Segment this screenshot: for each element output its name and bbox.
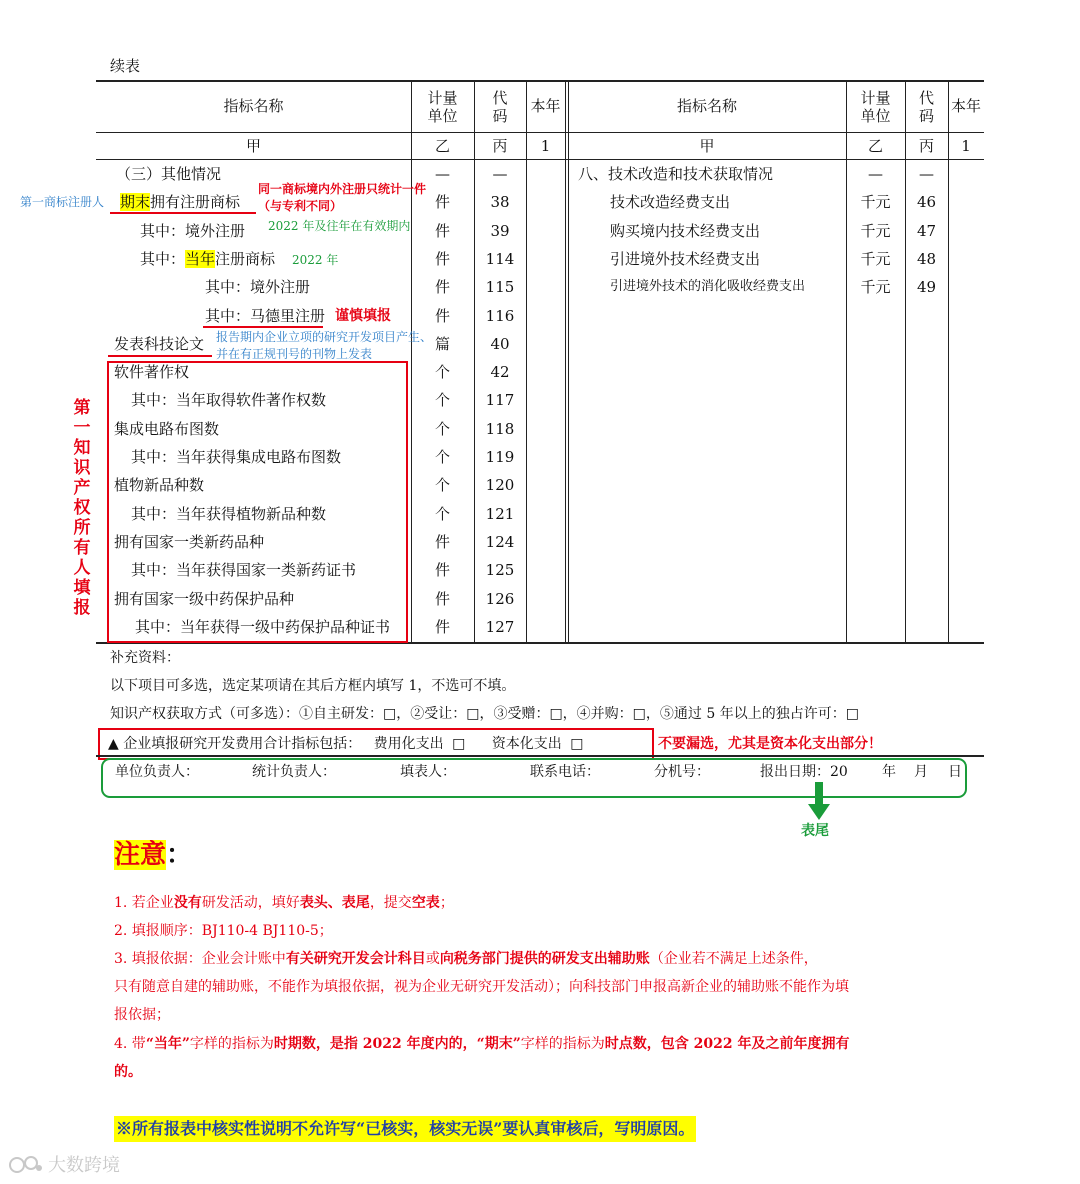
subheader-name-right: 甲 [699, 137, 715, 155]
note-emphasis: 没有 [173, 895, 202, 911]
supplement-title: 补充资料： [110, 650, 180, 666]
header-name-right: 指标名称 [676, 97, 737, 115]
row-name: 八、技术改造和技术获取情况 [578, 165, 774, 183]
annotation-first-trademark: 第一商标注册人 [20, 195, 105, 209]
rd-capital-label: 资本化支出 [491, 736, 562, 752]
footer-unit-head: 单位负责人： [115, 764, 199, 780]
header-name-left: 指标名称 [223, 97, 284, 115]
row-name: 其中：当年获得集成电路布图数 [131, 448, 342, 466]
note-emphasis: “当年” [145, 1036, 190, 1052]
row-unit: 件 [434, 250, 450, 268]
header-unit-left: 单位 [427, 107, 458, 125]
note-emphasis: 向税务部门提供的研发支出辅助账 [439, 951, 650, 967]
note-text: （企业若不满足上述条件， [649, 951, 818, 967]
row-code: 116 [485, 307, 515, 325]
row-name: 引进境外技术的消化吸收经费支出 [610, 279, 806, 294]
row-name: 拥有国家一级中药保护品种 [114, 590, 295, 608]
subheader-unit-left: 乙 [434, 137, 450, 155]
supplement-line: 以下项目可多选，选定某项请在其后方框内填写 1，不选可不填。 [110, 678, 516, 694]
row-name: 其中：当年获得植物新品种数 [131, 505, 327, 523]
note-item-2: 2. 填报顺序：BJ110-4 BJ110-5； [114, 923, 333, 939]
row-code: 114 [485, 250, 515, 268]
note-text: 字样的指标为 [520, 1036, 605, 1052]
note-text: 4. 带 [114, 1036, 146, 1052]
row-name [140, 249, 275, 269]
header-unit-right: 计量 [860, 89, 891, 107]
note-emphasis: 表头、表尾 [299, 895, 370, 911]
row-unit: 千元 [860, 193, 891, 211]
row-unit: 个 [434, 391, 450, 409]
row-name: 集成电路布图数 [114, 420, 220, 438]
note-emphasis: 时点数，包含 2022 年及之前年度拥有 [604, 1036, 850, 1052]
row-code: 127 [485, 618, 515, 636]
header-year-right: 本年 [950, 97, 981, 115]
row-name: 其中：当年获得一级中药保护品种证书 [135, 618, 391, 636]
note-emphasis: “期末” [476, 1036, 521, 1052]
annotation-paper-2: 并在有正规刊号的刊物上发表 [216, 347, 373, 361]
row-name [120, 192, 240, 212]
row-unit: 个 [434, 505, 450, 523]
row-unit: 千元 [860, 278, 891, 296]
row-name: 发表科技论文 [114, 335, 205, 353]
row-code: 125 [485, 561, 515, 579]
note-item-4 [114, 1030, 849, 1058]
row-name: 其中：当年获得国家一类新药证书 [131, 561, 357, 579]
subheader-divider [96, 159, 984, 160]
underline-mark [203, 326, 323, 328]
underline-mark [108, 355, 212, 357]
row-unit: 件 [434, 618, 450, 636]
row-name: 购买境内技术经费支出 [610, 222, 761, 240]
subheader-unit-right: 乙 [867, 137, 883, 155]
note-text: ； [439, 895, 454, 911]
row-unit: 件 [434, 193, 450, 211]
table-caption: 续表 [110, 57, 141, 75]
col-line [568, 80, 569, 642]
header-year-left: 本年 [530, 97, 561, 115]
row-name: 软件著作权 [114, 363, 190, 381]
row-code: 120 [485, 476, 515, 494]
col-line [526, 80, 527, 642]
row-unit: 件 [434, 561, 450, 579]
row-code: 118 [485, 420, 515, 438]
highlight-term: 当年 [185, 250, 216, 268]
note-item-1 [114, 889, 454, 917]
notes-title-text: 注意 [114, 840, 167, 870]
row-name: 技术改造经费支出 [610, 193, 731, 211]
header-divider [96, 132, 984, 133]
ip-acquisition-line: 知识产权获取方式（可多选）：①自主研发：□，②受让：□，③受赠：□，④并购：□，⑤通过 5 年以上的独占许可：□ [110, 706, 859, 722]
row-code: 126 [485, 590, 515, 608]
note-text: ，提交 [369, 895, 412, 911]
footer-stat-head: 统计负责人： [252, 764, 336, 780]
row-name: （三）其他情况 [116, 165, 222, 183]
row-name-text: 注册商标 [215, 250, 276, 268]
row-name-text: 拥有注册商标 [150, 193, 241, 211]
row-unit: 件 [434, 278, 450, 296]
annotation-valid-period: 2022 年及往年在有效期内 [268, 219, 411, 233]
note-item-4-end: 的。 [114, 1064, 142, 1080]
row-name: 植物新品种数 [114, 476, 205, 494]
note-emphasis: 空表 [411, 895, 440, 911]
row-unit: 件 [434, 222, 450, 240]
notes-title-colon: ： [166, 840, 193, 870]
footer-month: 月 [914, 764, 928, 780]
rd-expense-checkbox[interactable]: □ [452, 736, 466, 752]
row-code: — [919, 165, 934, 183]
rd-expense-label: 费用化支出 [373, 736, 444, 752]
header-unit-left: 计量 [427, 89, 458, 107]
underline-mark [110, 212, 256, 214]
row-unit: 千元 [860, 250, 891, 268]
note-text: 研发活动，填好 [201, 895, 300, 911]
annotation-same-trademark: 同一商标境内外注册只统计一件 [258, 182, 427, 196]
row-code: 115 [485, 278, 515, 296]
annotation-paper: 报告期内企业立项的研究开发项目产生、 [216, 330, 433, 344]
row-unit: 个 [434, 476, 450, 494]
annotation-footer-label: 表尾 [801, 823, 829, 839]
note-text: 或 [425, 951, 440, 967]
annotation-first-ip-owner: 第一知识产权所有人填报 [73, 398, 91, 618]
subheader-code-left: 丙 [492, 137, 508, 155]
subheader-code-right: 丙 [918, 137, 934, 155]
annotation-same-trademark-note: （与专利不同） [258, 199, 343, 213]
note-text: 3. 填报依据：企业会计账中 [114, 951, 286, 967]
ip-owner-box [107, 361, 408, 643]
row-code: 48 [916, 250, 937, 268]
annotation-careful: 谨慎填报 [335, 308, 391, 324]
header-code-left: 代 [492, 89, 508, 107]
footer-day: 日 [948, 764, 962, 780]
row-code: — [492, 165, 508, 183]
row-name-prefix: 其中： [140, 250, 186, 268]
subheader-year-right: 1 [961, 137, 971, 155]
header-code-right: 码 [918, 107, 934, 125]
col-line [565, 80, 566, 642]
footer-date: 报出日期：20 [760, 764, 848, 780]
row-unit: 件 [434, 307, 450, 325]
rd-expense-line [108, 734, 584, 754]
row-name: 拥有国家一类新药品种 [114, 533, 265, 551]
row-unit: — [868, 165, 883, 183]
subheader-name-left: 甲 [245, 137, 261, 155]
header-unit-right: 单位 [860, 107, 891, 125]
rd-prefix: ▲ 企业填报研究开发费用合计指标包括： [108, 736, 362, 752]
note-emphasis: 有关研究开发会计科目 [285, 951, 426, 967]
row-code: 40 [490, 335, 510, 353]
note-text: 字样的指标为 [189, 1036, 274, 1052]
note-item-3-end: 报依据； [114, 1007, 170, 1023]
note-item-3-cont: 只有随意自建的辅助账，不能作为填报依据，视为企业无研究开发活动）；向科技部门申报高新企业的辅助账不能作为填 [114, 979, 849, 995]
footer-year: 年 [882, 764, 896, 780]
header-code-right: 代 [918, 89, 934, 107]
row-name: 其中：境外注册 [205, 278, 311, 296]
footer-divider [96, 755, 984, 757]
note-item-3 [114, 945, 818, 973]
header-code-left: 码 [492, 107, 508, 125]
row-unit: — [435, 165, 450, 183]
notes-title [114, 832, 192, 878]
row-code: 47 [916, 222, 937, 240]
table-top-border [96, 80, 984, 82]
row-name: 其中：当年取得软件著作权数 [131, 391, 327, 409]
arrow-down-icon [808, 782, 830, 822]
annotation-year: 2022 年 [292, 253, 339, 267]
row-code: 121 [485, 505, 515, 523]
annotation-dont-miss: 不要漏选，尤其是资本化支出部分！ [658, 736, 882, 752]
row-code: 38 [490, 193, 510, 211]
row-unit: 个 [434, 363, 450, 381]
footer-phone: 联系电话： [530, 764, 600, 780]
col-line [948, 80, 949, 642]
highlight-term: 期末 [120, 193, 151, 211]
row-unit: 个 [434, 420, 450, 438]
subheader-year-left: 1 [540, 137, 551, 155]
footer-filler: 填表人： [400, 764, 456, 780]
row-unit: 件 [434, 590, 450, 608]
watermark-text: 大数跨境 [48, 1155, 120, 1176]
row-code: 124 [485, 533, 515, 551]
row-code: 119 [485, 448, 515, 466]
row-code: 117 [485, 391, 515, 409]
row-code: 49 [916, 278, 937, 296]
row-name: 引进境外技术经费支出 [610, 250, 761, 268]
note-text: 1. 若企业 [114, 895, 174, 911]
row-unit: 千元 [860, 222, 891, 240]
watermark [8, 1150, 120, 1178]
note-emphasis: 时期数，是指 2022 年度内的， [273, 1036, 477, 1052]
row-code: 39 [490, 222, 510, 240]
row-unit: 篇 [434, 335, 450, 353]
footer-ext: 分机号： [654, 764, 710, 780]
row-unit: 个 [434, 448, 450, 466]
row-name: 其中：境外注册 [140, 222, 246, 240]
row-unit: 件 [434, 533, 450, 551]
row-name: 其中：马德里注册 [205, 307, 326, 325]
row-code: 42 [490, 363, 510, 381]
verification-banner: ※所有报表中核实性说明不允许写“已核实，核实无误”要认真审核后，写明原因。 [114, 1116, 696, 1142]
rd-capital-checkbox[interactable]: □ [570, 736, 584, 752]
row-code: 46 [916, 193, 937, 211]
watermark-logo-icon [8, 1152, 44, 1176]
